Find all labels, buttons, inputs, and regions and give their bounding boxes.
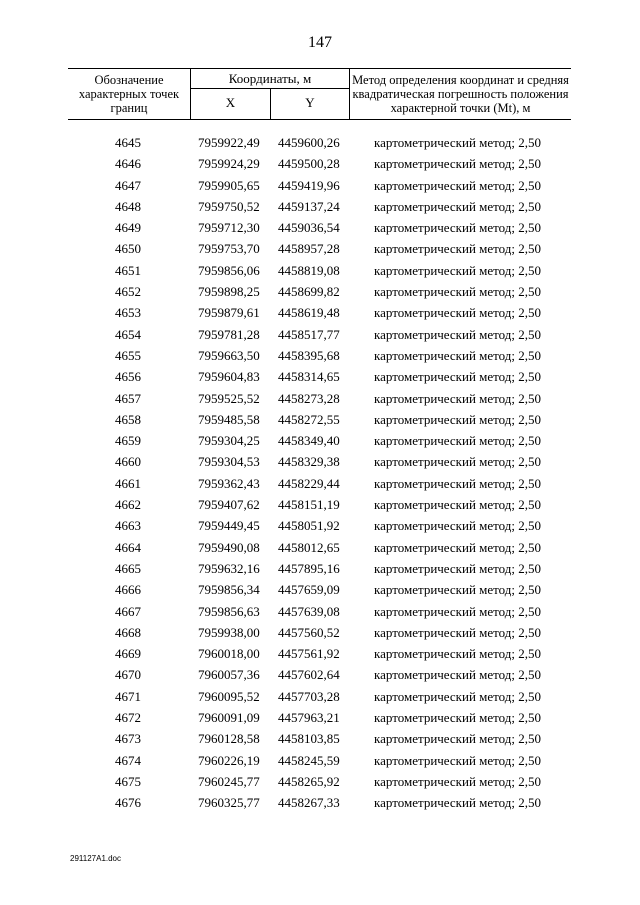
point-number: 4645 [115,135,141,150]
method: картометрический метод; 2,50 [374,539,542,555]
method: картометрический метод; 2,50 [374,646,542,662]
method: картометрический метод; 2,50 [374,752,542,768]
point-number: 4660 [115,454,141,470]
table-row [68,153,571,174]
table-row [68,792,571,813]
point-number: 4672 [115,710,141,726]
table-row [68,238,571,259]
coord-y: 4458051,92 [278,518,340,534]
table-row [68,196,571,217]
table-row [68,515,571,536]
coord-y: 4458265,92 [278,773,340,789]
coord-y: 4459036,54 [278,220,340,236]
point-number: 4658 [115,411,141,427]
coord-x: 7960245,77 [198,773,260,789]
method: картометрический метод; 2,50 [374,198,542,214]
method: картометрический метод; 2,50 [374,518,542,534]
point-number: 4656 [115,369,141,385]
coord-y: 4458314,65 [278,369,340,385]
point-number: 4666 [115,582,141,598]
coord-x: 7959856,06 [198,262,260,278]
method: картометрический метод; 2,50 [374,220,542,236]
coord-y: 4459137,24 [278,198,340,214]
table-row [68,537,571,558]
coord-y: 4457602,64 [278,667,340,683]
point-number: 4667 [115,603,141,619]
coord-y: 4458245,59 [278,752,340,768]
table-row [68,771,571,792]
header-coordinates: Координаты, м [228,71,312,86]
table-row [68,664,571,685]
coord-x: 7959525,52 [198,390,260,406]
point-number: 4662 [115,497,141,513]
coord-x: 7959304,53 [198,454,260,470]
coord-x: 7960018,00 [198,646,260,662]
coord-x: 7959856,34 [198,582,260,598]
coord-y: 4458267,33 [278,795,340,811]
coord-y: 4458349,40 [278,433,340,449]
method: картометрический метод; 2,50 [374,710,542,726]
point-number: 4665 [115,560,141,576]
coord-x: 7959663,50 [198,347,260,363]
coord-x: 7959856,63 [198,603,260,619]
coord-x: 7959490,08 [198,539,260,555]
point-number: 4675 [115,773,141,789]
point-number: 4669 [115,646,141,662]
method: картометрический метод; 2,50 [374,582,542,598]
method: картометрический метод; 2,50 [374,454,542,470]
point-number: 4646 [115,156,141,172]
point-number: 4670 [115,667,141,683]
coord-x: 7959879,61 [198,305,260,321]
coord-x: 7960091,09 [198,710,260,726]
coord-x: 7959485,58 [198,411,260,427]
coord-y: 4458229,44 [278,475,340,491]
coord-x: 7959407,62 [198,497,260,513]
coord-y: 4459500,28 [278,156,340,172]
header-divider [270,88,271,119]
coord-x: 7959898,25 [198,284,260,300]
method: картометрический метод; 2,50 [374,667,542,683]
point-number: 4657 [115,390,141,406]
coord-y: 4457963,21 [278,710,340,726]
header-y: Y [305,95,315,110]
table-row [68,750,571,771]
point-number: 4668 [115,624,141,640]
coord-y: 4457639,08 [278,603,340,619]
header-method: Метод определения координат и средняя квадратическая погрешность положения характерной точки (Mt), м [352,73,569,115]
header-x: X [225,95,236,110]
header-divider [349,69,350,119]
table-row [68,686,571,707]
coord-x: 7959604,83 [198,369,260,385]
method: картометрический метод; 2,50 [374,326,542,342]
table-row [68,409,571,430]
point-number: 4676 [115,795,141,811]
coord-x: 7959362,43 [198,475,260,491]
coord-x: 7959924,29 [198,156,260,172]
table-row [68,302,571,323]
table-row [68,473,571,494]
method: картометрический метод; 2,50 [374,497,542,513]
point-number: 4650 [115,241,141,257]
method: картометрический метод; 2,50 [374,284,542,300]
coord-y: 4458151,19 [278,497,340,513]
table-row [68,281,571,302]
coord-x: 7959750,52 [198,198,260,214]
coord-x: 7959781,28 [198,326,260,342]
method: картометрический метод; 2,50 [374,624,542,640]
file-name: 291127A1.doc [70,854,122,863]
point-number: 4651 [115,262,141,278]
coord-x: 7959632,16 [198,560,260,576]
table-row [68,558,571,579]
table-row [68,430,571,451]
table-row [68,579,571,600]
coord-y: 4458619,48 [278,305,340,321]
coord-y: 4458103,85 [278,731,340,747]
table-header [68,68,571,120]
coord-y: 4458819,08 [278,262,340,278]
table-row [68,622,571,643]
method: картометрический метод; 2,50 [374,262,542,278]
point-number: 4649 [115,220,141,236]
method: картометрический метод; 2,50 [374,177,542,193]
point-number: 4664 [115,539,141,555]
coord-y: 4458273,28 [278,390,340,406]
point-number: 4661 [115,475,141,491]
table-row [68,707,571,728]
method: картометрический метод; 2,50 [374,411,542,427]
coord-x: 7960095,52 [198,688,260,704]
point-number: 4674 [115,752,141,768]
method: картометрический метод; 2,50 [374,773,542,789]
method: картометрический метод; 2,50 [374,560,542,576]
coord-x: 7959938,00 [198,624,260,640]
coord-y: 4457895,16 [278,560,340,576]
method: картометрический метод; 2,50 [374,369,542,385]
table-row [68,388,571,409]
page-number: 147 [308,34,332,51]
method: картометрический метод; 2,50 [374,135,542,150]
table-row [68,132,571,153]
method: картометрический метод; 2,50 [374,433,542,449]
coord-y: 4457561,92 [278,646,340,662]
point-number: 4648 [115,198,141,214]
coord-x: 7959905,65 [198,177,260,193]
coord-y: 4459600,26 [278,135,340,150]
method: картометрический метод; 2,50 [374,305,542,321]
coord-x: 7960057,36 [198,667,260,683]
coord-y: 4458329,38 [278,454,340,470]
header-divider [190,88,349,89]
coord-y: 4457560,52 [278,624,340,640]
table-row [68,324,571,345]
method: картометрический метод; 2,50 [374,241,542,257]
coord-x: 7959449,45 [198,518,260,534]
coord-y: 4458957,28 [278,241,340,257]
coord-y: 4457659,09 [278,582,340,598]
point-number: 4663 [115,518,141,534]
method: картометрический метод; 2,50 [374,156,542,172]
coord-y: 4458012,65 [278,539,340,555]
point-number: 4652 [115,284,141,300]
header-point-designation: Обозначение характерных точек границ [78,73,180,115]
coord-x: 7959753,70 [198,241,260,257]
table-row [68,643,571,664]
coord-x: 7959712,30 [198,220,260,236]
method: картометрический метод; 2,50 [374,688,542,704]
table-row [68,175,571,196]
coord-y: 4458699,82 [278,284,340,300]
table-row [68,366,571,387]
table-row [68,494,571,515]
method: картометрический метод; 2,50 [374,603,542,619]
coord-x: 7960128,58 [198,731,260,747]
point-number: 4655 [115,347,141,363]
coord-y: 4458395,68 [278,347,340,363]
coord-y: 4458272,55 [278,411,340,427]
table-row [68,451,571,472]
point-number: 4647 [115,177,141,193]
coord-y: 4457703,28 [278,688,340,704]
point-number: 4653 [115,305,141,321]
method: картометрический метод; 2,50 [374,795,542,811]
point-number: 4659 [115,433,141,449]
method: картометрический метод; 2,50 [374,347,542,363]
method: картометрический метод; 2,50 [374,731,542,747]
point-number: 4671 [115,688,141,704]
point-number: 4673 [115,731,141,747]
coord-x: 7959922,49 [198,135,260,150]
method: картометрический метод; 2,50 [374,390,542,406]
table-row [68,601,571,622]
method: картометрический метод; 2,50 [374,475,542,491]
coord-x: 7960226,19 [198,752,260,768]
table-row [68,728,571,749]
point-number: 4654 [115,326,141,342]
table-row [68,217,571,238]
table-row [68,345,571,366]
table-row [68,260,571,281]
coord-y: 4459419,96 [278,177,340,193]
table-body [68,132,571,814]
coord-x: 7960325,77 [198,795,260,811]
header-divider [190,69,191,119]
coord-y: 4458517,77 [278,326,340,342]
coord-x: 7959304,25 [198,433,260,449]
